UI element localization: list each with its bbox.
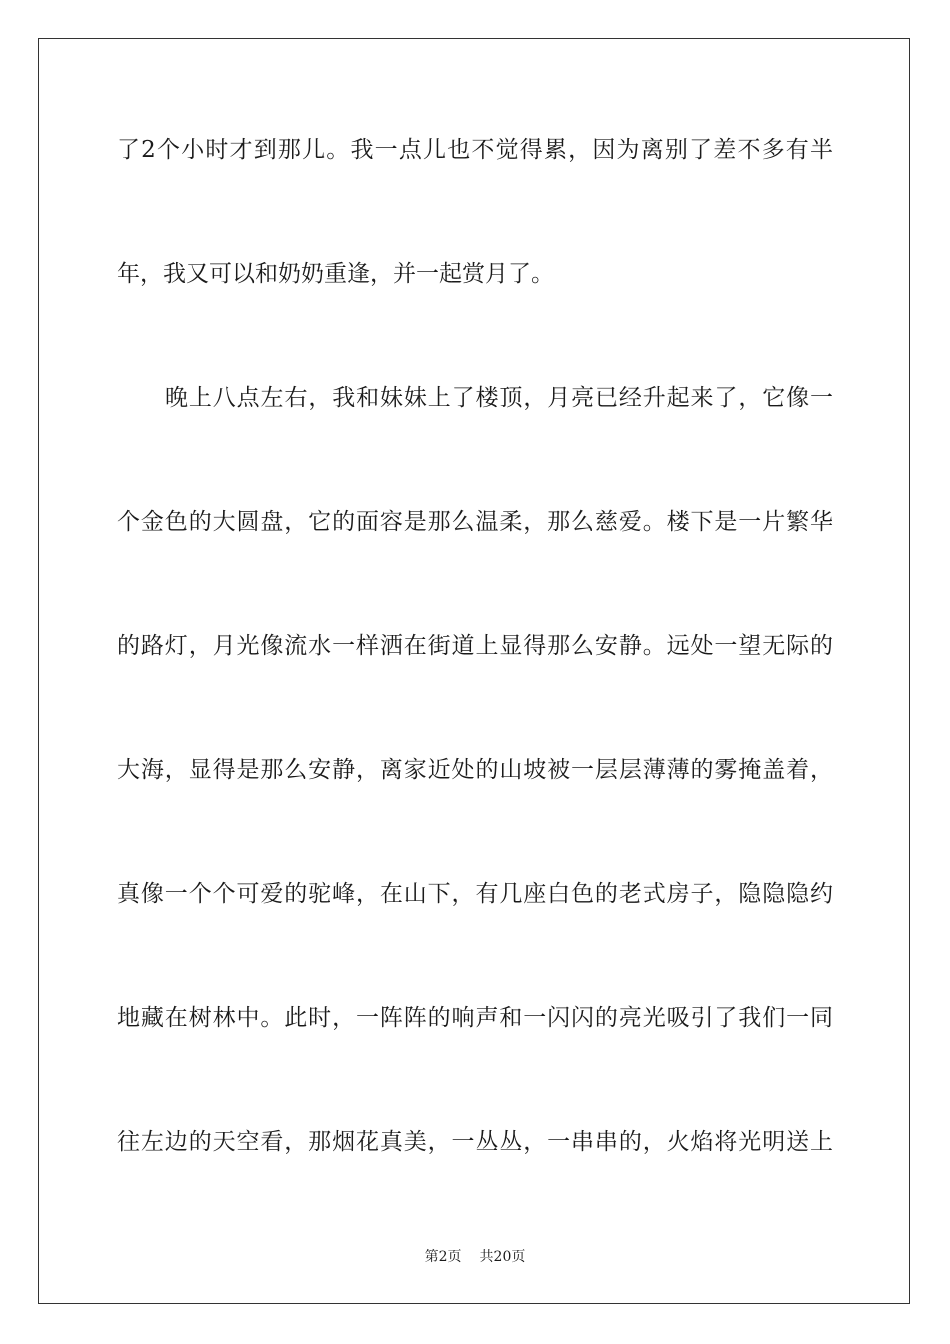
text-line: 个金色的大圆盘，它的面容是那么温柔，那么慈爱。楼下是一片繁华 xyxy=(117,509,833,535)
page-footer xyxy=(0,1246,950,1266)
page-total: 共20页 xyxy=(479,1249,526,1265)
text-line-paragraph-start: 晚上八点左右，我和妹妹上了楼顶，月亮已经升起来了，它像一 xyxy=(165,385,833,411)
text-line: 真像一个个可爱的驼峰，在山下，有几座白色的老式房子，隐隐隐约 xyxy=(117,881,833,907)
text-line: 的路灯，月光像流水一样洒在街道上显得那么安静。远处一望无际的 xyxy=(117,633,833,659)
text-line: 了2个小时才到那儿。我一点儿也不觉得累，因为离别了差不多有半 xyxy=(117,137,833,163)
document-body xyxy=(117,126,833,1242)
text-line: 往左边的天空看，那烟花真美，一丛丛，一串串的，火焰将光明送上 xyxy=(117,1129,833,1155)
page-number: 第2页 xyxy=(424,1249,462,1265)
text-line: 大海，显得是那么安静，离家近处的山坡被一层层薄薄的雾掩盖着， xyxy=(117,757,833,783)
text-line: 地藏在树林中。此时，一阵阵的响声和一闪闪的亮光吸引了我们一同 xyxy=(117,1005,833,1031)
text-line: 年，我又可以和奶奶重逢，并一起赏月了。 xyxy=(117,261,554,287)
